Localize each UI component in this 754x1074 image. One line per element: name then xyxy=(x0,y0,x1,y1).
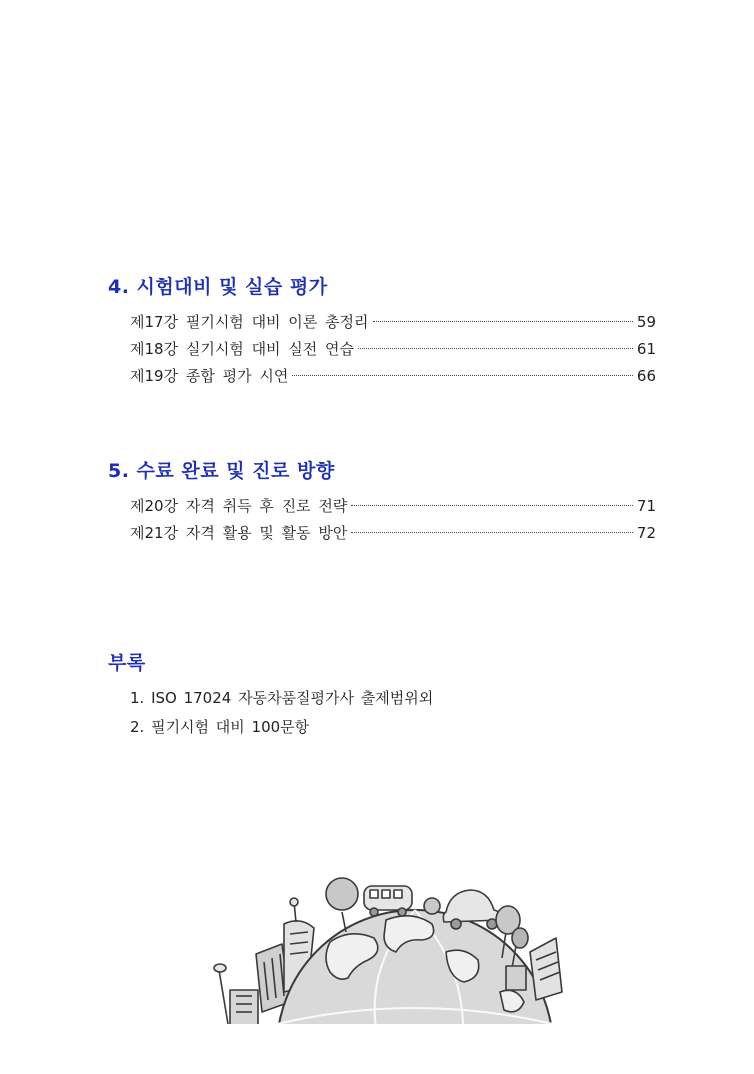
toc-entry-page: 59 xyxy=(636,313,656,331)
toc-entry-label: 제19강 종합 평가 시연 xyxy=(130,367,289,385)
section-title: 5. 수료 완료 및 진로 방향 xyxy=(108,460,335,482)
appendix-item: 1. ISO 17024 자동차품질평가사 출제범위외 xyxy=(130,689,434,707)
toc-entry-label: 제21강 자격 활용 및 활동 방안 xyxy=(130,524,348,542)
toc-entry[interactable] xyxy=(108,309,660,336)
section-title: 4. 시험대비 및 실습 평가 xyxy=(108,276,328,298)
toc-list xyxy=(108,493,660,547)
toc-entry[interactable] xyxy=(108,520,660,547)
toc-entry[interactable] xyxy=(108,493,660,520)
appendix-list xyxy=(108,684,660,742)
toc-list xyxy=(108,309,660,390)
toc-section-5 xyxy=(108,458,660,547)
appendix-section xyxy=(108,650,660,742)
toc-entry-page: 71 xyxy=(636,497,656,515)
toc-entry-label: 제20강 자격 취득 후 진로 전략 xyxy=(130,497,348,515)
appendix-title: 부록 xyxy=(108,652,146,674)
toc-entry-page: 66 xyxy=(636,367,656,385)
toc-entry-label: 제17강 필기시험 대비 이론 총정리 xyxy=(130,313,369,331)
dot-leader xyxy=(292,375,633,376)
toc-section-4 xyxy=(108,274,660,390)
dot-leader xyxy=(351,505,633,506)
dot-leader xyxy=(351,532,633,533)
toc-entry[interactable] xyxy=(108,363,660,390)
dot-leader xyxy=(373,321,633,322)
appendix-item: 2. 필기시험 대비 100문항 xyxy=(130,718,310,736)
dot-leader xyxy=(358,348,633,349)
toc-entry-page: 61 xyxy=(636,340,656,358)
toc-entry-page: 72 xyxy=(636,524,656,542)
toc-entry[interactable] xyxy=(108,336,660,363)
toc-entry-label: 제18강 실기시험 대비 실전 연습 xyxy=(130,340,355,358)
globe-city-cars-icon xyxy=(210,872,570,1032)
